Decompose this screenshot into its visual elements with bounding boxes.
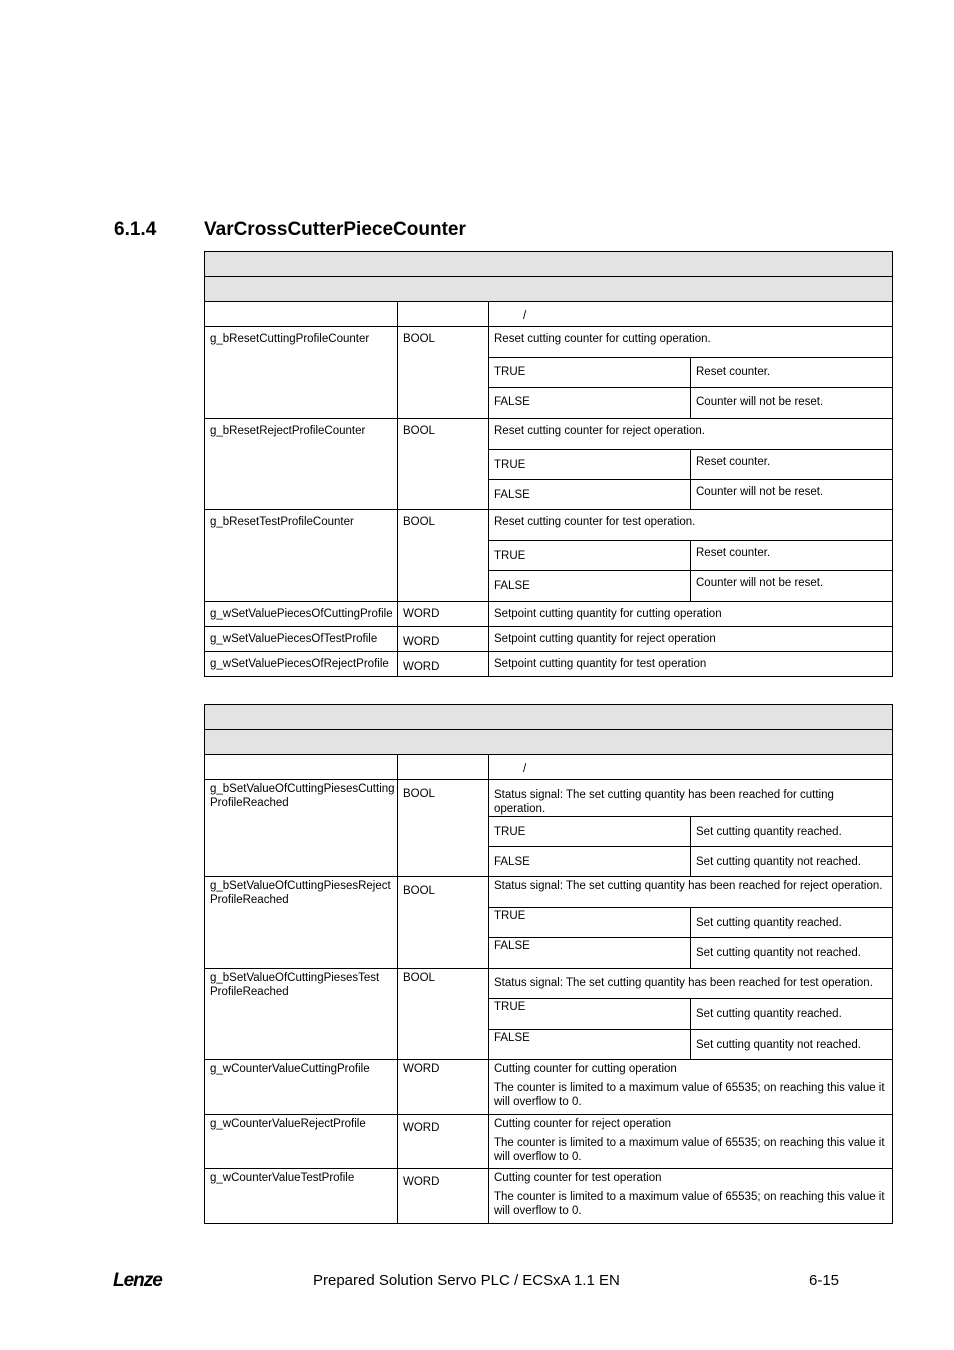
- value-meaning: Reset counter.: [691, 541, 893, 571]
- lenze-logo: Lenze: [113, 1270, 162, 1291]
- value-label: FALSE: [489, 571, 691, 602]
- value-label: TRUE: [489, 541, 691, 571]
- inputs-variable-table: [204, 251, 893, 677]
- value-label: FALSE: [489, 388, 691, 419]
- description-text: Cutting counter for reject operation: [494, 1118, 672, 1130]
- description: Reset cutting counter for cutting operation.: [489, 327, 893, 358]
- variable-name: g_bResetTestProfileCounter: [205, 510, 398, 602]
- value-label: TRUE: [489, 908, 691, 938]
- value-label: TRUE: [489, 817, 691, 847]
- page-number: 6-15: [809, 1272, 840, 1289]
- data-type: WORD: [398, 652, 489, 677]
- variable-name: g_bResetCuttingProfileCounter: [205, 327, 398, 419]
- value-meaning: Counter will not be reset.: [691, 388, 893, 419]
- table-title-row: [205, 252, 893, 277]
- table-subtitle-row: [205, 730, 893, 755]
- value-meaning: Reset counter.: [691, 450, 893, 480]
- table-row: [205, 969, 893, 999]
- value-meaning: Set cutting quantity reached.: [691, 817, 893, 847]
- description: Reset cutting counter for reject operation.: [489, 419, 893, 450]
- column-header-row: [205, 755, 893, 780]
- description: Status signal: The set cutting quantity has been reached for test operation.: [489, 969, 893, 999]
- data-type: WORD: [398, 627, 489, 652]
- data-type: WORD: [398, 1169, 489, 1224]
- value-label: FALSE: [489, 938, 691, 969]
- value-label: TRUE: [489, 999, 691, 1030]
- table-row: [205, 627, 893, 652]
- description: Setpoint cutting quantity for cutting operation: [489, 602, 893, 627]
- description: Setpoint cutting quantity for reject operation: [489, 627, 893, 652]
- section-heading: [114, 219, 466, 241]
- value-meaning: Set cutting quantity not reached.: [691, 847, 893, 877]
- data-type: BOOL: [398, 969, 489, 1060]
- variable-name: g_wSetValuePiecesOfTestProfile: [205, 627, 398, 652]
- data-type: WORD: [398, 1115, 489, 1169]
- data-type: WORD: [398, 1060, 489, 1115]
- description: Setpoint cutting quantity for test operation: [489, 652, 893, 677]
- variable-name: g_wCounterValueCuttingProfile: [205, 1060, 398, 1115]
- value-meaning: Reset counter.: [691, 358, 893, 388]
- table-title-row: [205, 705, 893, 730]
- variable-name: g_wSetValuePiecesOfRejectProfile: [205, 652, 398, 677]
- description-text: Cutting counter for cutting operation: [494, 1063, 677, 1075]
- table-row: [205, 652, 893, 677]
- table-row: [205, 419, 893, 450]
- column-header-row: [205, 302, 893, 327]
- value-label: FALSE: [489, 480, 691, 510]
- table-row: [205, 1169, 893, 1224]
- description: Reset cutting counter for test operation.: [489, 510, 893, 541]
- table-row: [205, 327, 893, 358]
- value-meaning: Set cutting quantity reached.: [691, 999, 893, 1030]
- description: Status signal: The set cutting quantity has been reached for reject operation.: [489, 877, 893, 908]
- footer-title: Prepared Solution Servo PLC / ECSxA 1.1 EN: [313, 1272, 620, 1289]
- variable-name: g_wCounterValueTestProfile: [205, 1169, 398, 1224]
- section-number: 6.1.4: [114, 219, 157, 240]
- table-row: [205, 1115, 893, 1169]
- description: Status signal: The set cutting quantity has been reached for cutting operation.: [489, 780, 893, 817]
- value-meaning: Set cutting quantity not reached.: [691, 1030, 893, 1060]
- page-footer: [0, 1270, 954, 1292]
- description: [489, 1169, 893, 1224]
- data-type: BOOL: [398, 877, 489, 969]
- description: [489, 1060, 893, 1115]
- value-meaning: Counter will not be reset.: [691, 571, 893, 602]
- column-header-slash: /: [523, 763, 527, 775]
- value-label: TRUE: [489, 450, 691, 480]
- variable-name: g_bSetValueOfCuttingPiesesTest ProfileReached: [205, 969, 398, 1060]
- data-type: WORD: [398, 602, 489, 627]
- data-type: BOOL: [398, 327, 489, 419]
- outputs-variable-table: [204, 704, 893, 1224]
- data-type: BOOL: [398, 780, 489, 877]
- variable-name: g_bSetValueOfCuttingPiesesReject ProfileReached: [205, 877, 398, 969]
- table-row: [205, 780, 893, 817]
- table-row: [205, 1060, 893, 1115]
- description-text: Cutting counter for test operation: [494, 1172, 662, 1184]
- description-note: The counter is limited to a maximum value of 65535; on reaching this value it will overflow to 0.: [494, 1191, 885, 1217]
- section-title: VarCrossCutterPieceCounter: [204, 219, 466, 240]
- variable-name: g_bSetValueOfCuttingPiesesCutting ProfileReached: [205, 780, 398, 877]
- value-meaning: Set cutting quantity not reached.: [691, 938, 893, 969]
- value-label: FALSE: [489, 847, 691, 877]
- description-note: The counter is limited to a maximum value of 65535; on reaching this value it will overflow to 0.: [494, 1137, 885, 1163]
- value-label: FALSE: [489, 1030, 691, 1060]
- column-header-slash: /: [523, 310, 527, 322]
- value-meaning: Set cutting quantity reached.: [691, 908, 893, 938]
- table-row: [205, 602, 893, 627]
- value-label: TRUE: [489, 358, 691, 388]
- description: [489, 1115, 893, 1169]
- data-type: BOOL: [398, 419, 489, 510]
- data-type: BOOL: [398, 510, 489, 602]
- variable-name: g_wCounterValueRejectProfile: [205, 1115, 398, 1169]
- description-note: The counter is limited to a maximum value of 65535; on reaching this value it will overflow to 0.: [494, 1082, 885, 1108]
- variable-name: g_wSetValuePiecesOfCuttingProfile: [205, 602, 398, 627]
- table-row: [205, 510, 893, 541]
- variable-name: g_bResetRejectProfileCounter: [205, 419, 398, 510]
- table-row: [205, 877, 893, 908]
- table-subtitle-row: [205, 277, 893, 302]
- value-meaning: Counter will not be reset.: [691, 480, 893, 510]
